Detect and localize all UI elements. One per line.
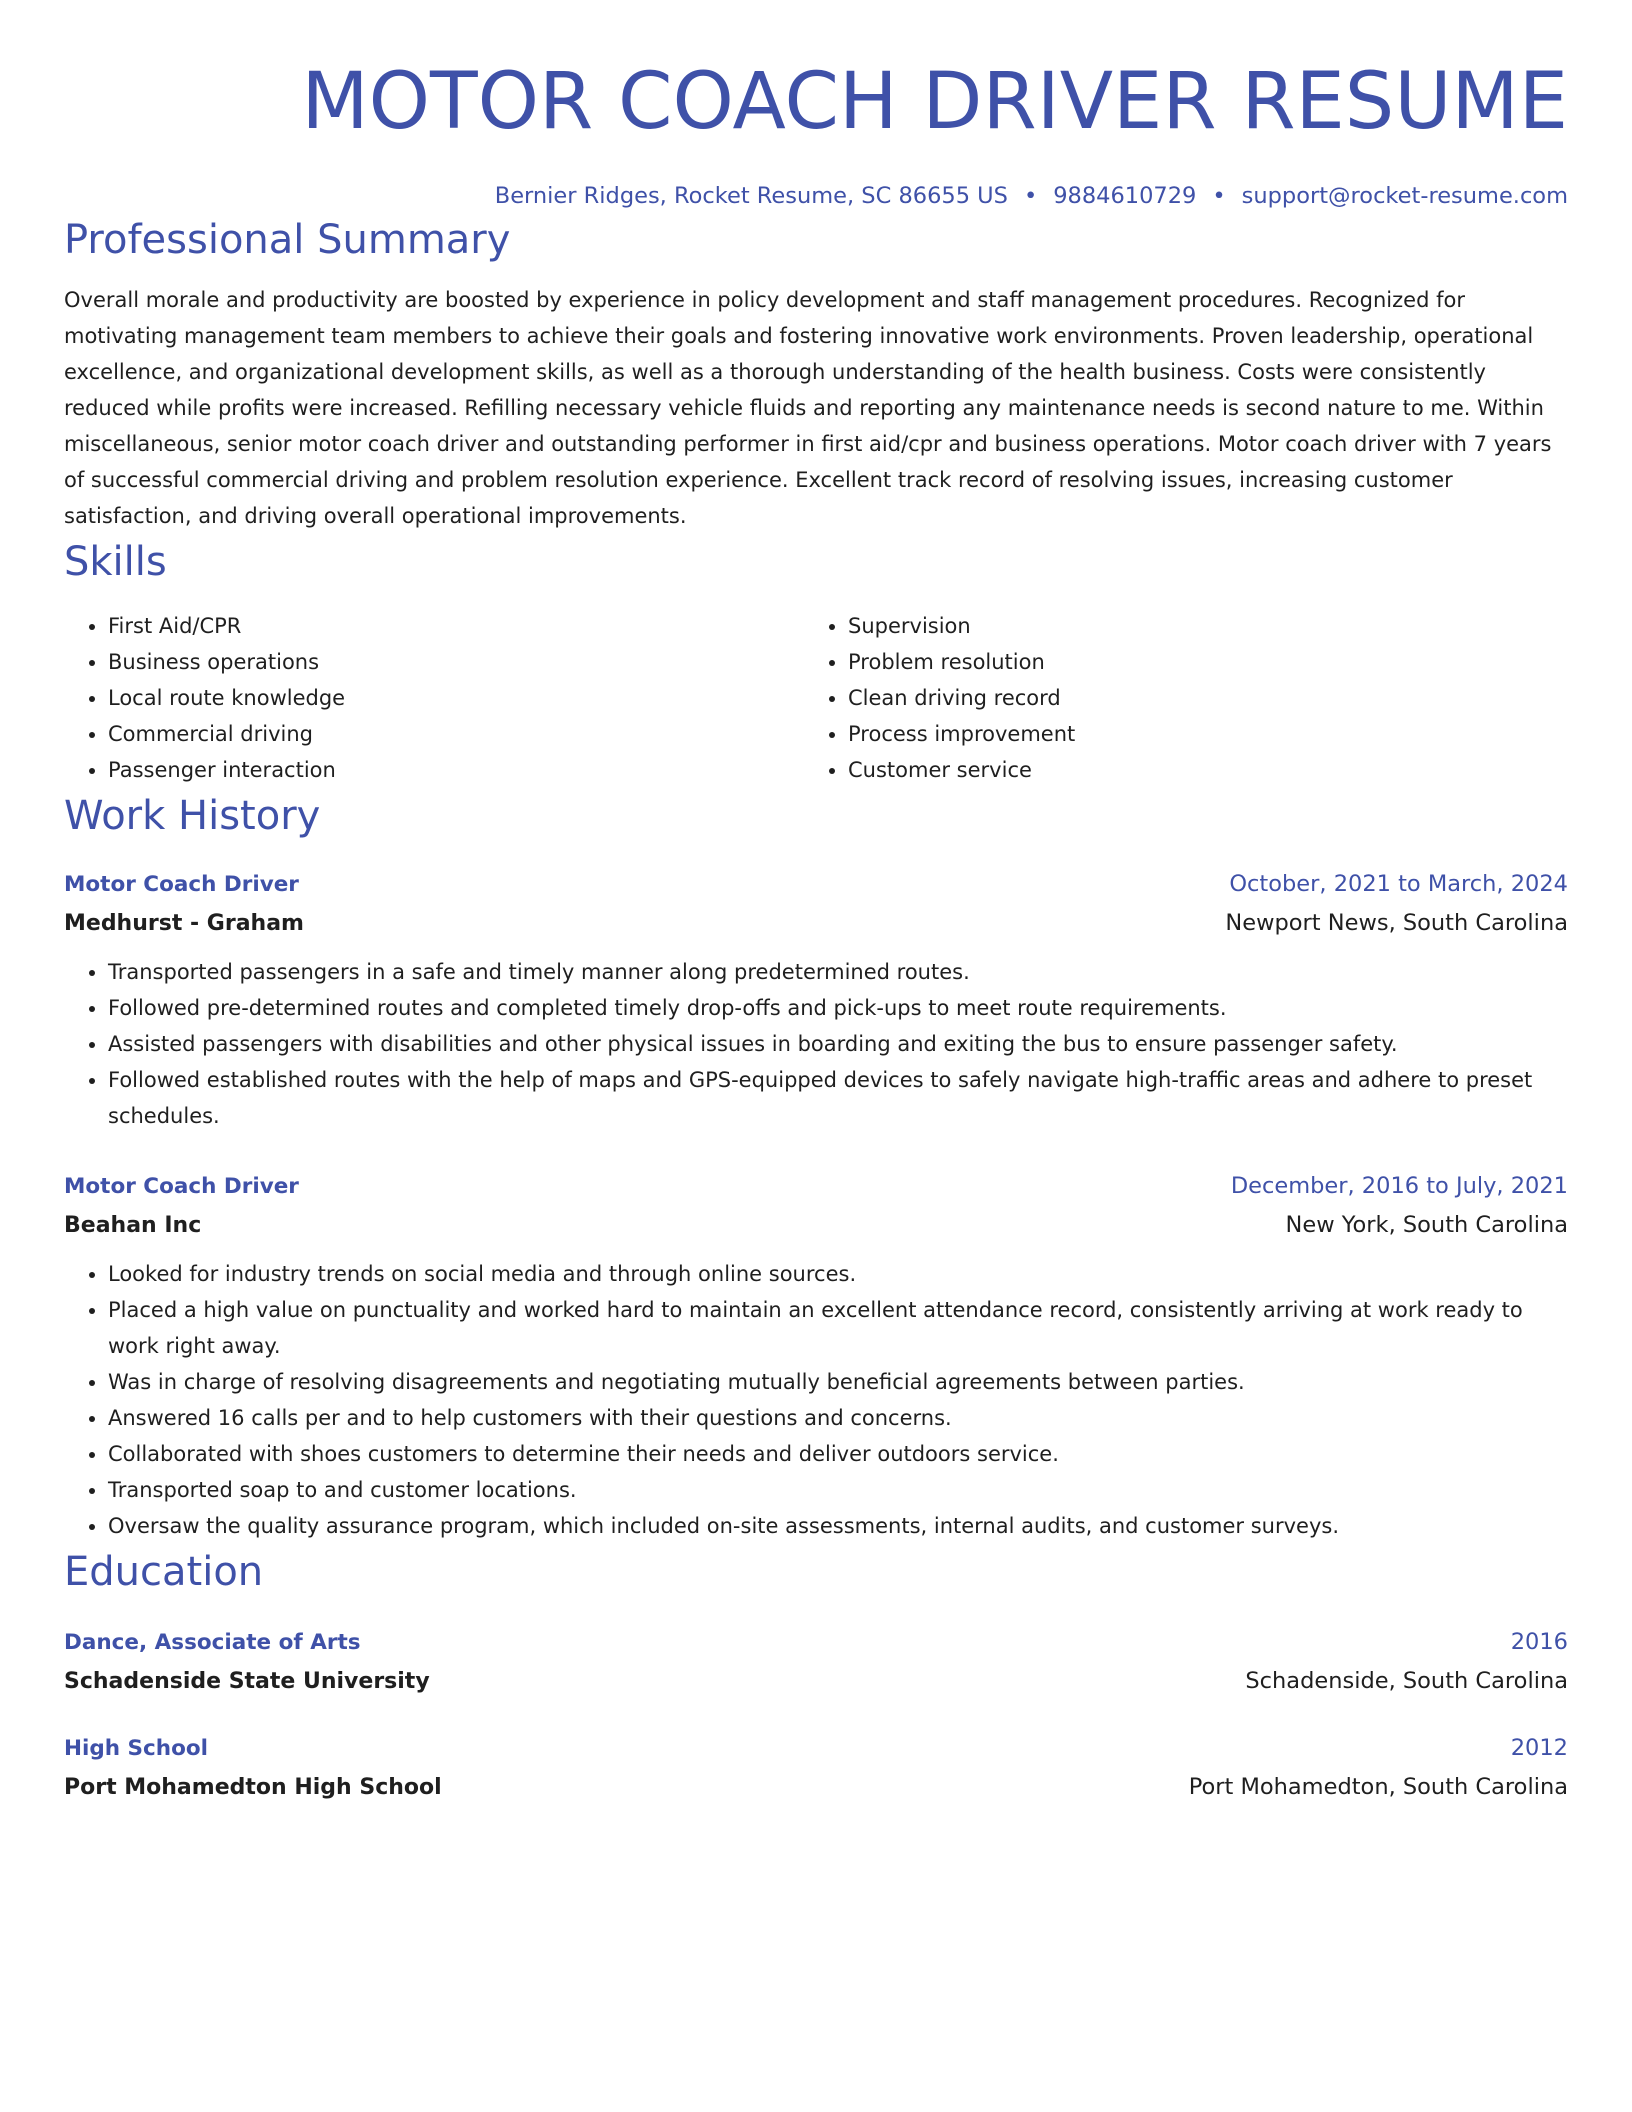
skill-item: • Commercial driving: [108, 716, 804, 752]
skill-item: • Problem resolution: [848, 644, 1564, 680]
job-bullets: [64, 954, 1568, 1134]
job-dates: December, 2016 to July, 2021: [1230, 1173, 1568, 1199]
job-role: Motor Coach Driver: [64, 872, 299, 897]
job-bullet: • Looked for industry trends on social media and through online sources.: [108, 1256, 1568, 1292]
education-year: 2016: [1510, 1629, 1568, 1655]
job-company: Beahan Inc: [64, 1213, 202, 1238]
education-entry: [64, 1624, 1568, 1702]
education-year: 2012: [1510, 1735, 1568, 1761]
contact-email: support@rocket-resume.com: [1241, 183, 1568, 209]
job-bullet: • Placed a high value on punctuality and worked hard to maintain an excellent attendance record, consistently arriving at work ready to work right away.: [108, 1292, 1568, 1364]
job-bullet: • Collaborated with shoes customers to determine their needs and deliver outdoors service.: [108, 1436, 1568, 1472]
education-heading: Education: [64, 1549, 264, 1595]
skill-item: • Business operations: [108, 644, 804, 680]
contact-address: Bernier Ridges, Rocket Resume, SC 86655 US: [494, 183, 1008, 209]
education-degree: High School: [64, 1736, 208, 1761]
job-bullet: • Oversaw the quality assurance program, which included on-site assessments, internal audits, and customer surveys.: [108, 1508, 1568, 1544]
summary-heading: Professional Summary: [64, 217, 511, 263]
job-bullet: • Assisted passengers with disabilities and other physical issues in boarding and exiting the bus to ensure passenger safety.: [108, 1026, 1568, 1062]
job-bullet: • Was in charge of resolving disagreements and negotiating mutually beneficial agreements between parties.: [108, 1364, 1568, 1400]
skill-item: • Customer service: [848, 752, 1564, 788]
skill-item: • First Aid/CPR: [108, 608, 804, 644]
job-bullet: • Followed pre-determined routes and completed timely drop-offs and pick-ups to meet route requirements.: [108, 990, 1568, 1026]
education-school: Schadenside State University: [64, 1669, 430, 1694]
job-entry: [64, 1168, 1568, 1544]
education-location: Schadenside, South Carolina: [1245, 1668, 1568, 1694]
skill-item: • Process improvement: [848, 716, 1564, 752]
job-bullet: • Followed established routes with the help of maps and GPS-equipped devices to safely navigate high-traffic areas and adhere to preset schedules.: [108, 1062, 1568, 1134]
skill-item: • Passenger interaction: [108, 752, 804, 788]
job-company: Medhurst - Graham: [64, 911, 304, 936]
job-bullet: • Answered 16 calls per and to help customers with their questions and concerns.: [108, 1400, 1568, 1436]
job-dates: October, 2021 to March, 2024: [1229, 871, 1568, 897]
skill-item: • Supervision: [848, 608, 1564, 644]
job-location: Newport News, South Carolina: [1225, 910, 1568, 936]
job-bullets: [64, 1256, 1568, 1544]
education-entry: [64, 1730, 1568, 1808]
skills-list: [64, 608, 1568, 788]
job-bullet: • Transported soap to and customer locations.: [108, 1472, 1568, 1508]
contact-line: [64, 180, 1568, 212]
skills-heading: Skills: [64, 539, 167, 585]
contact-phone: 9884610729: [1053, 183, 1197, 209]
work-history-heading: Work History: [64, 793, 321, 839]
education-location: Port Mohamedton, South Carolina: [1188, 1774, 1568, 1800]
contact-separator: •: [1212, 183, 1226, 209]
job-location: New York, South Carolina: [1285, 1212, 1568, 1238]
education-degree: Dance, Associate of Arts: [64, 1630, 361, 1655]
education-school: Port Mohamedton High School: [64, 1775, 442, 1800]
skill-item: • Clean driving record: [848, 680, 1564, 716]
skills-column-right: [804, 608, 1564, 788]
job-entry: [64, 866, 1568, 1134]
contact-separator: •: [1023, 183, 1038, 209]
summary-text: Overall morale and productivity are boosted by experience in policy development and staff management procedures. Recognized for motivating management team members to achieve their goals and fostering innovative work environments. Proven leadership, operational excellence, and organizational development skills, as well as a thorough understanding of the health business. Costs were consistently reduced while profits were increased. Refilling necessary vehicle fluids and reporting any maintenance needs is second nature to me. Within miscellaneous, senior motor coach driver and outstanding performer in first aid/cpr and business operations. Motor coach driver with 7 years of successful commercial driving and problem resolution experience. Excellent track record of resolving issues, increasing customer satisfaction, and driving overall operational improvements.: [64, 288, 1552, 528]
skill-item: • Local route knowledge: [108, 680, 804, 716]
job-bullet: • Transported passengers in a safe and timely manner along predetermined routes.: [108, 954, 1568, 990]
resume-title: MOTOR COACH DRIVER RESUME: [301, 57, 1568, 147]
job-role: Motor Coach Driver: [64, 1174, 299, 1199]
skills-column-left: [64, 608, 804, 788]
